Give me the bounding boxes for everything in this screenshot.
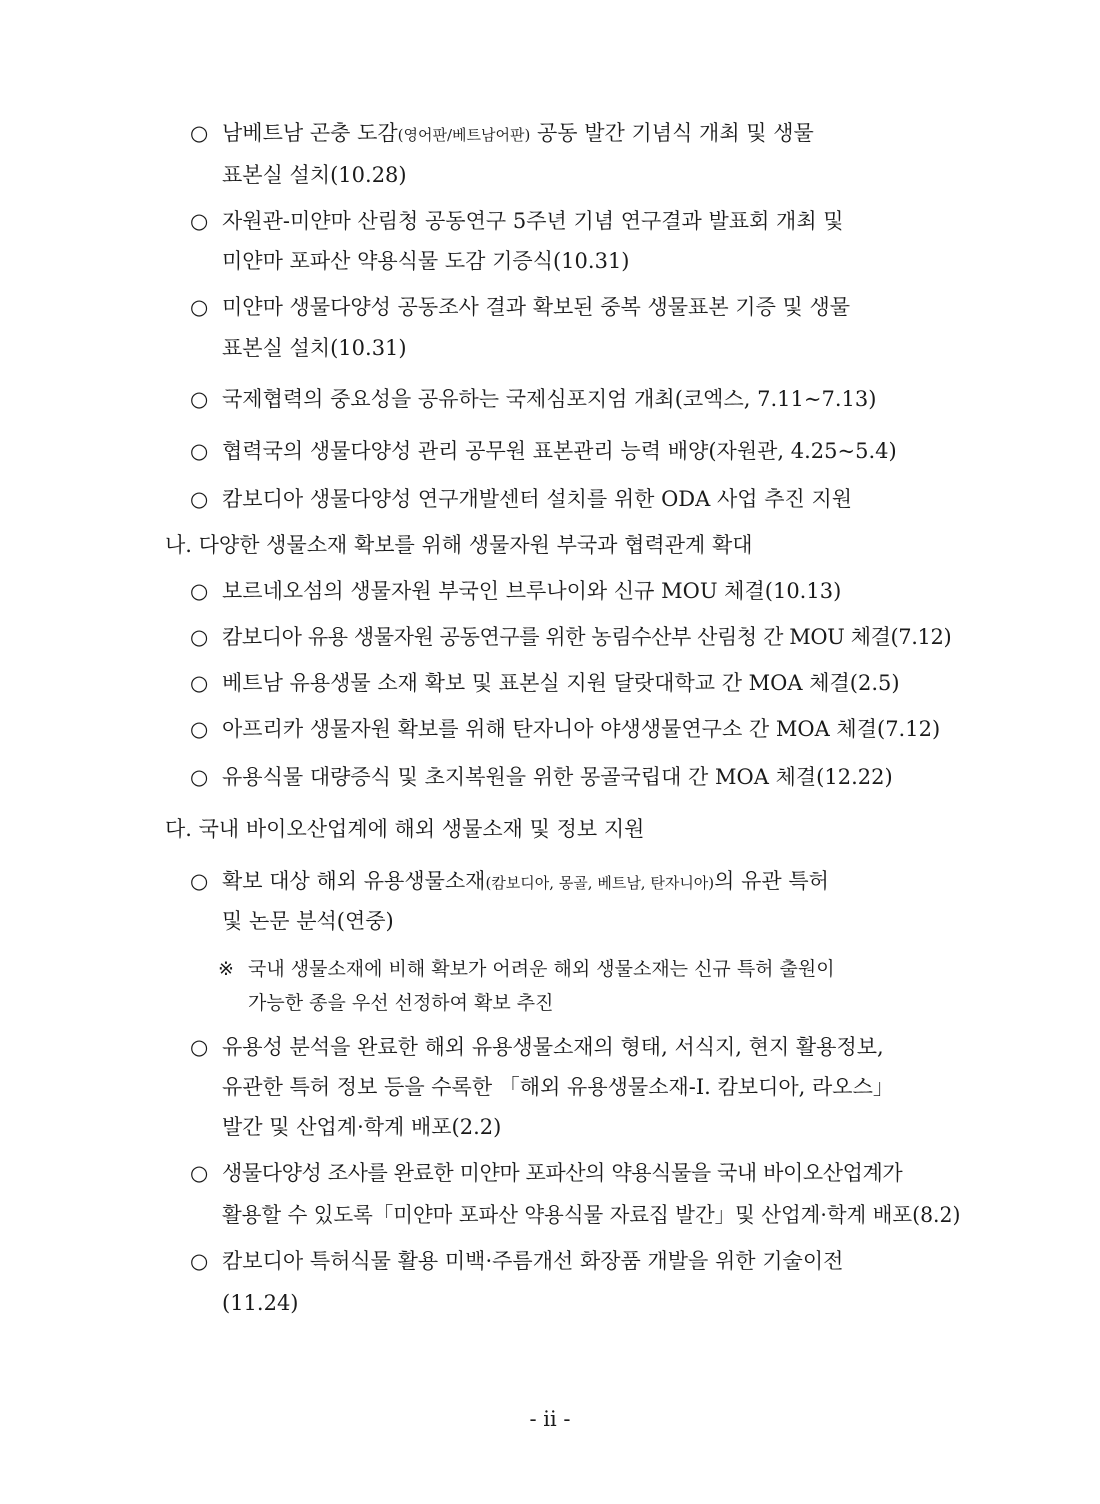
bullet-mark: ○ xyxy=(190,387,209,411)
bullet-mark: ○ xyxy=(190,671,209,695)
line-text: 국제협력의 중요성을 공유하는 국제심포지엄 개최(코엑스, 7.11∼7.13) xyxy=(222,387,877,411)
line-small-text: (영어판/베트남어판) xyxy=(397,126,531,144)
line-text: 캄보디아 특허식물 활용 미백·주름개선 화장품 개발을 위한 기술이전 xyxy=(222,1249,844,1273)
bullet-mark: ○ xyxy=(190,625,209,649)
bullet-mark: ○ xyxy=(190,209,209,233)
page-number: - ii - xyxy=(529,1407,571,1431)
line-text: 의 유관 특허 xyxy=(714,869,829,893)
line-text: 캄보디아 생물다양성 연구개발센터 설치를 위한 ODA 사업 추진 지원 xyxy=(222,487,853,511)
line-text: 자원관-미얀마 산림청 공동연구 5주년 기념 연구결과 발표회 개최 및 xyxy=(222,209,844,233)
line-text: 생물다양성 조사를 완료한 미얀마 포파산의 약용식물을 국내 바이오산업계가 xyxy=(222,1161,903,1185)
bullet-line-brunei xyxy=(190,576,841,606)
line-text: 미얀마 생물다양성 공동조사 결과 확보된 중복 생물표본 기증 및 생물 xyxy=(222,295,851,319)
bullet-mark: ○ xyxy=(190,869,209,893)
line-text: 유용성 분석을 완료한 해외 유용생물소재의 형태, 서식지, 현지 활용정보, xyxy=(222,1035,884,1059)
line-text: 캄보디아 유용 생물자원 공동연구를 위한 농림수산부 산림청 간 MOU 체결(7.12) xyxy=(222,625,952,649)
line-text: 협력국의 생물다양성 관리 공무원 표본관리 능력 배양(자원관, 4.25~5.4) xyxy=(222,439,897,463)
note-line xyxy=(218,954,835,984)
bullet-mark: ○ xyxy=(190,295,209,319)
line-text: 베트남 유용생물 소재 확보 및 표본실 지원 달랏대학교 간 MOA 체결(2.5) xyxy=(222,671,900,695)
bullet-mark: ○ xyxy=(190,1161,209,1185)
line-text: 남베트남 곤충 도감 xyxy=(222,121,398,145)
bullet-mark: ○ xyxy=(190,121,209,145)
bullet-line-vietnam-moa xyxy=(190,668,900,698)
continuation-line: 표본실 설치(10.28) xyxy=(222,163,407,187)
bullet-mark: ○ xyxy=(190,765,209,789)
bullet-mark: ○ xyxy=(190,439,209,463)
bullet-mark: ○ xyxy=(190,487,209,511)
section-heading-na: 나. 다양한 생물소재 확보를 위해 생물자원 부국과 협력관계 확대 xyxy=(165,533,753,557)
note-text: 국내 생물소재에 비해 확보가 어려운 해외 생물소재는 신규 특허 출원이 xyxy=(248,958,835,980)
note-mark: ※ xyxy=(218,958,234,980)
continuation-line: 표본실 설치(10.31) xyxy=(222,336,407,360)
section-heading-da: 다. 국내 바이오산업계에 해외 생물소재 및 정보 지원 xyxy=(165,817,645,841)
bullet-line-cambodia-laos-book xyxy=(190,1032,884,1062)
bullet-line-oda xyxy=(190,484,852,514)
bullet-line-training xyxy=(190,436,897,466)
bullet-line-cambodia-mou xyxy=(190,622,951,652)
bullet-line-popa-book xyxy=(190,1158,902,1188)
bullet-line-myanmar-specimen xyxy=(190,292,850,322)
bullet-line-symposium xyxy=(190,384,876,414)
continuation-line: 발간 및 산업계·학계 배포(2.2) xyxy=(222,1115,502,1139)
bullet-line-tanzania-moa xyxy=(190,714,940,744)
bullet-mark: ○ xyxy=(190,1035,209,1059)
bullet-line-insect-guide xyxy=(190,118,814,150)
bullet-line-mongolia-moa xyxy=(190,762,893,792)
line-text: 공동 발간 기념식 개최 및 생물 xyxy=(530,121,814,145)
continuation-line: (11.24) xyxy=(222,1291,299,1315)
line-text: 보르네오섬의 생물자원 부국인 브루나이와 신규 MOU 체결(10.13) xyxy=(222,579,842,603)
bullet-mark: ○ xyxy=(190,579,209,603)
bullet-mark: ○ xyxy=(190,1249,209,1273)
continuation-line: 활용할 수 있도록「미얀마 포파산 약용식물 자료집 발간」및 산업계·학계 배포(8.2) xyxy=(222,1203,961,1227)
continuation-line: 및 논문 분석(연중) xyxy=(222,909,394,933)
continuation-line: 유관한 특허 정보 등을 수록한 「해외 유용생물소재-I. 캄보디아, 라오스」 xyxy=(222,1075,894,1099)
bullet-line-patent-analysis xyxy=(190,866,829,898)
line-small-text: (캄보디아, 몽골, 베트남, 탄자니아) xyxy=(485,874,715,892)
bullet-mark: ○ xyxy=(190,717,209,741)
note-continuation: 가능한 종을 우선 선정하여 확보 추진 xyxy=(248,992,554,1014)
line-text: 확보 대상 해외 유용생물소재 xyxy=(222,869,486,893)
line-text: 아프리카 생물자원 확보를 위해 탄자니아 야생생물연구소 간 MOA 체결(7.12) xyxy=(222,717,941,741)
continuation-line: 미얀마 포파산 약용식물 도감 기증식(10.31) xyxy=(222,249,630,273)
line-text: 유용식물 대량증식 및 초지복원을 위한 몽골국립대 간 MOA 체결(12.22) xyxy=(222,765,893,789)
bullet-line-myanmar-forest xyxy=(190,206,844,236)
bullet-line-tech-transfer xyxy=(190,1246,843,1276)
